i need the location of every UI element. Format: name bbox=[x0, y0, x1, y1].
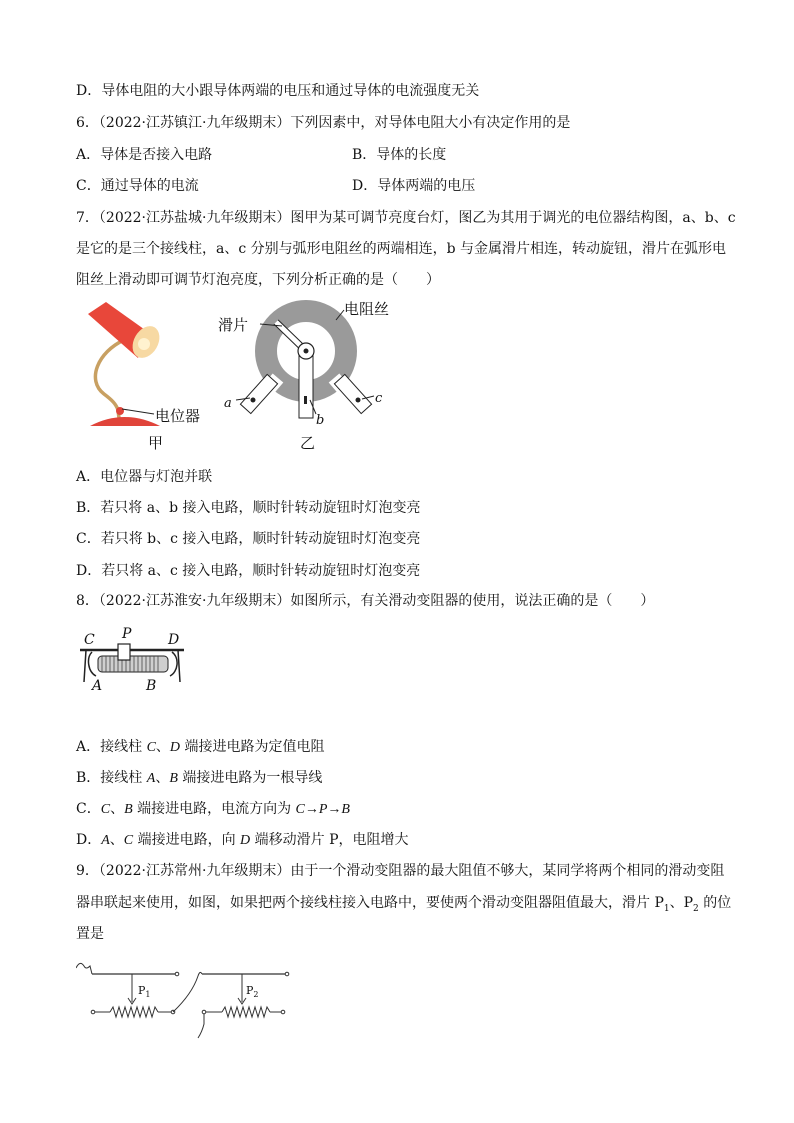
resistance-wire-label: 电阻丝 bbox=[344, 300, 390, 318]
q7-option-d: D．若只将 a、c 接入电路，顺时针转动旋钮时灯泡变亮 bbox=[76, 563, 421, 579]
text: 端接进电路为一根导线 bbox=[177, 770, 323, 786]
term: A bbox=[146, 771, 156, 786]
q8-option-a bbox=[76, 738, 324, 757]
term: B bbox=[169, 771, 178, 786]
q6-option-a: A．导体是否接入电路 bbox=[76, 147, 213, 163]
potentiometer-label: 电位器 bbox=[155, 407, 201, 425]
q7-option-a: A．电位器与灯泡并联 bbox=[76, 469, 213, 485]
current-path: C→P→B bbox=[295, 802, 350, 817]
resistor-zigzag-1 bbox=[110, 1007, 158, 1017]
term: C bbox=[100, 802, 111, 817]
resistor-zigzag-2 bbox=[222, 1007, 270, 1017]
subscript: 1 bbox=[663, 903, 670, 914]
text: 端接进电路，向 bbox=[133, 832, 241, 848]
slider-p bbox=[118, 644, 130, 660]
text: 、 bbox=[109, 832, 124, 848]
subscript: 1 bbox=[145, 990, 151, 999]
q6-option-b: B．导体的长度 bbox=[352, 147, 447, 163]
term: D bbox=[169, 740, 181, 755]
q8-option-d bbox=[76, 831, 409, 850]
q8-rheostat-figure bbox=[76, 622, 188, 694]
text: 端接进电路，电流方向为 bbox=[132, 801, 296, 817]
q9-two-rheostats-figure bbox=[76, 958, 296, 1042]
q7-stem-line1: 7．（2022·江苏盐城·九年级期末）图甲为某可调节亮度台灯，图乙为其用于调光的电位器结构图，a、b、c bbox=[76, 210, 736, 226]
q7-stem-line3: 阻丝上滑动即可调节灯泡亮度，下列分析正确的是（ ） bbox=[76, 272, 440, 288]
resistance-coil bbox=[98, 656, 168, 672]
text: C． bbox=[76, 801, 101, 817]
caption-yi: 乙 bbox=[300, 434, 316, 452]
text: 、 bbox=[110, 801, 125, 817]
terminal-a-label: a bbox=[224, 396, 232, 411]
text: 、 bbox=[155, 770, 170, 786]
text: B．接线柱 bbox=[76, 770, 147, 786]
q5-option-d: D．导体电阻的大小跟导体两端的电压和通过导体的电流强度无关 bbox=[76, 83, 480, 99]
text: P bbox=[138, 984, 146, 997]
q8-stem: 8．（2022·江苏淮安·九年级期末）如图所示，有关滑动变阻器的使用，说法正确的是（ ） bbox=[76, 593, 655, 609]
subscript: 2 bbox=[253, 990, 259, 999]
rheostat-label-d: D bbox=[168, 632, 180, 648]
text: 器串联起来使用，如图，如果把两个接线柱接入电路中，要使两个滑动变阻器阻值最大，滑片 P bbox=[76, 895, 664, 911]
rheostat-label-b: B bbox=[146, 678, 157, 694]
term: D bbox=[240, 833, 251, 848]
terminal-b-label: b bbox=[316, 413, 325, 428]
subscript: 2 bbox=[693, 903, 699, 914]
rheostat-label-p: P bbox=[122, 626, 132, 642]
q7-stem-line2: 是它的是三个接线柱，a、c 分别与弧形电阻丝的两端相连，b 与金属滑片相连，转动旋钮，滑片在弧形电 bbox=[76, 241, 727, 257]
rheostat-label-c: C bbox=[84, 632, 95, 648]
p1-label bbox=[138, 984, 151, 999]
text: 、 bbox=[155, 739, 170, 755]
term: C bbox=[146, 740, 156, 755]
q7-option-c: C．若只将 b、c 接入电路，顺时针转动旋钮时灯泡变亮 bbox=[76, 531, 421, 547]
text: P bbox=[246, 984, 254, 997]
terminal-c-label: c bbox=[375, 391, 383, 406]
text: 端接进电路为定值电阻 bbox=[180, 739, 325, 755]
desk-lamp-icon bbox=[88, 302, 165, 426]
text: A．接线柱 bbox=[76, 739, 147, 755]
q6-option-d: D．导体两端的电压 bbox=[352, 178, 476, 194]
text: D． bbox=[76, 832, 102, 848]
q7-lamp-figure bbox=[76, 296, 226, 456]
rheostat-label-a: A bbox=[92, 678, 103, 694]
q9-stem-line2 bbox=[76, 894, 731, 918]
q7-option-b: B．若只将 a、b 接入电路，顺时针转动旋钮时灯泡变亮 bbox=[76, 500, 421, 516]
q8-option-b bbox=[76, 769, 322, 788]
p2-label bbox=[246, 984, 259, 999]
text: 端移动滑片 P，电阻增大 bbox=[250, 832, 409, 848]
slider-label: 滑片 bbox=[218, 316, 249, 334]
term: C bbox=[123, 833, 134, 848]
q6-stem: 6．（2022·江苏镇江·九年级期末）下列因素中，对导体电阻大小有决定作用的是 bbox=[76, 115, 571, 131]
term: A bbox=[101, 833, 110, 848]
caption-jia: 甲 bbox=[148, 434, 164, 452]
term: B bbox=[124, 802, 133, 817]
q7-potentiometer-figure bbox=[210, 296, 400, 456]
q9-stem-line3: 置是 bbox=[76, 926, 104, 942]
q8-option-c bbox=[76, 800, 350, 819]
q9-stem-line1: 9．（2022·江苏常州·九年级期末）由于一个滑动变阻器的最大阻值不够大，某同学将两个相同的滑动变阻 bbox=[76, 863, 725, 879]
text: 的位 bbox=[698, 895, 732, 911]
q6-option-c: C．通过导体的电流 bbox=[76, 178, 199, 194]
text: 、P bbox=[669, 895, 694, 911]
